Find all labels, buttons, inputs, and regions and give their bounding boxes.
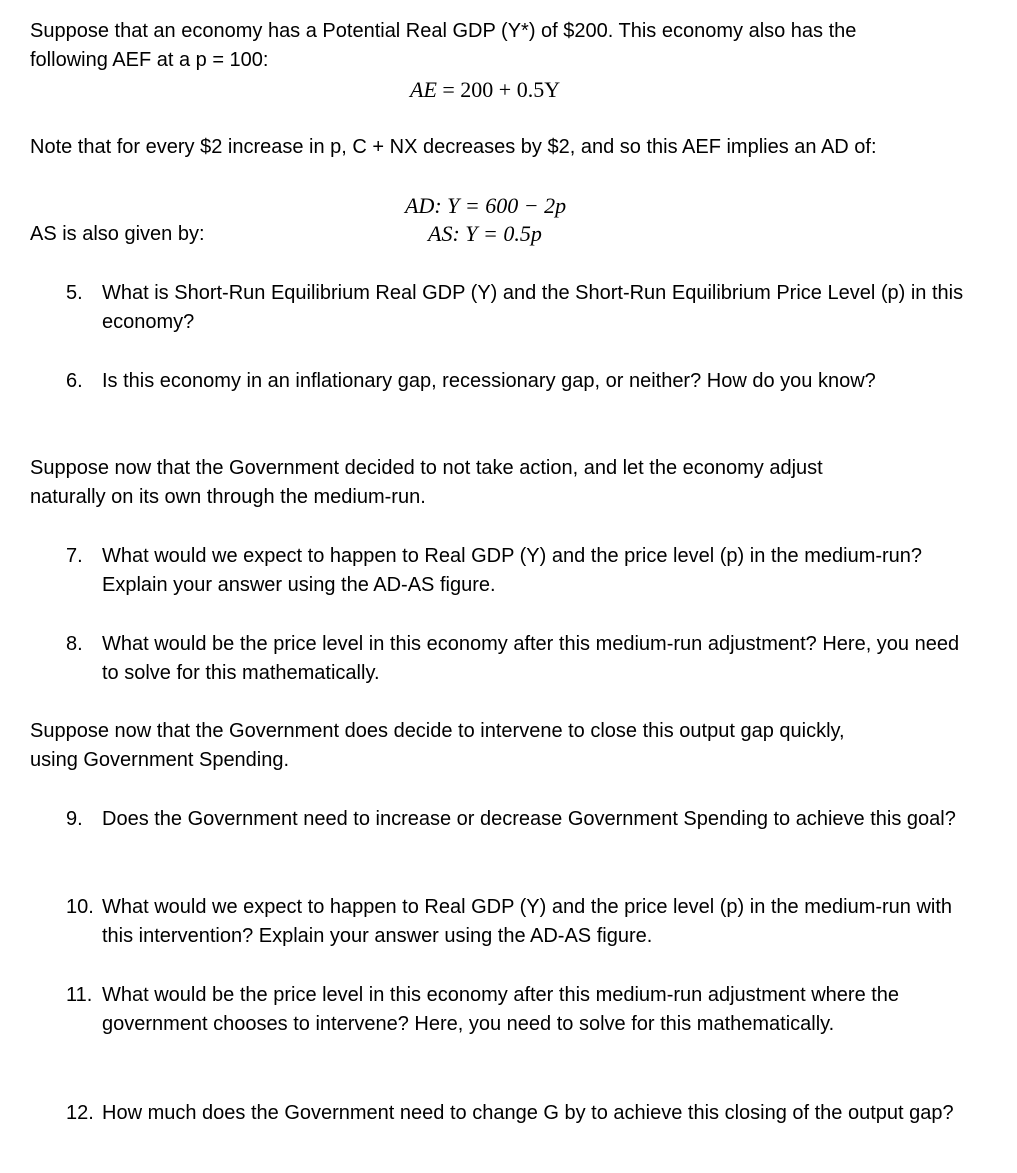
question-6	[66, 367, 976, 396]
ad-equation	[405, 193, 566, 219]
question-number: 10.	[66, 896, 94, 918]
question-number: 6.	[66, 370, 83, 392]
question-text: How much does the Government need to change G by to achieve this closing of the output gap?	[102, 1102, 954, 1124]
question-number: 7.	[66, 545, 83, 567]
aef-lhs: AE	[410, 77, 437, 102]
intervene-line-1: Suppose now that the Government does decide to intervene to close this output gap quickly,	[30, 720, 845, 742]
question-8	[66, 630, 976, 688]
as-equation	[428, 221, 542, 247]
medium-run-line-1: Suppose now that the Government decided to not take action, and let the economy adjust	[30, 457, 823, 479]
medium-run-line-2: naturally on its own through the medium-run.	[30, 486, 426, 508]
question-5	[66, 279, 976, 337]
medium-run-paragraph	[30, 454, 990, 512]
question-7	[66, 542, 976, 600]
intro-paragraph	[30, 17, 990, 75]
as-eq-label: AS	[428, 221, 453, 246]
question-text: What would be the price level in this economy after this medium-run adjustment? Here, you need to solve for this mathematically.	[102, 633, 960, 684]
question-text: What is Short-Run Equilibrium Real GDP (Y) and the Short-Run Equilibrium Price Level (p) in this economy?	[102, 282, 964, 333]
question-text: What would we expect to happen to Real GDP (Y) and the price level (p) in the medium-run? Explain your answer using the AD-AS figure.	[102, 545, 923, 596]
note-paragraph: Note that for every $2 increase in p, C + NX decreases by $2, and so this AEF implies an AD of:	[30, 136, 877, 158]
ad-rhs: : Y = 600 − 2p	[434, 193, 567, 218]
aef-equation	[410, 77, 560, 103]
intro-line-1: Suppose that an economy has a Potential Real GDP (Y*) of $200. This economy also has the	[30, 20, 857, 42]
question-11	[66, 981, 976, 1039]
question-10	[66, 893, 976, 951]
question-text: What would we expect to happen to Real GDP (Y) and the price level (p) in the medium-run with this intervention? Explain your answer using the AD-AS figure.	[102, 896, 953, 947]
question-text: Does the Government need to increase or decrease Government Spending to achieve this goal?	[102, 808, 956, 830]
question-number: 11.	[66, 984, 93, 1006]
question-number: 5.	[66, 282, 83, 304]
question-number: 8.	[66, 633, 83, 655]
question-9	[66, 805, 976, 834]
question-number: 12.	[66, 1102, 94, 1124]
question-number: 9.	[66, 808, 83, 830]
aef-rhs: = 200 + 0.5Y	[442, 77, 561, 102]
intro-line-2: following AEF at a p = 100:	[30, 49, 269, 71]
as-rhs: : Y = 0.5p	[452, 221, 542, 246]
as-label: AS is also given by:	[30, 223, 205, 245]
question-text: What would be the price level in this economy after this medium-run adjustment where the government chooses to intervene? Here, you need to solve for this mathematically.	[102, 984, 900, 1035]
question-12	[66, 1099, 976, 1128]
ad-label: AD	[405, 193, 435, 218]
intervene-line-2: using Government Spending.	[30, 749, 290, 771]
question-text: Is this economy in an inflationary gap, recessionary gap, or neither? How do you know?	[102, 370, 876, 392]
intervene-paragraph	[30, 717, 990, 775]
